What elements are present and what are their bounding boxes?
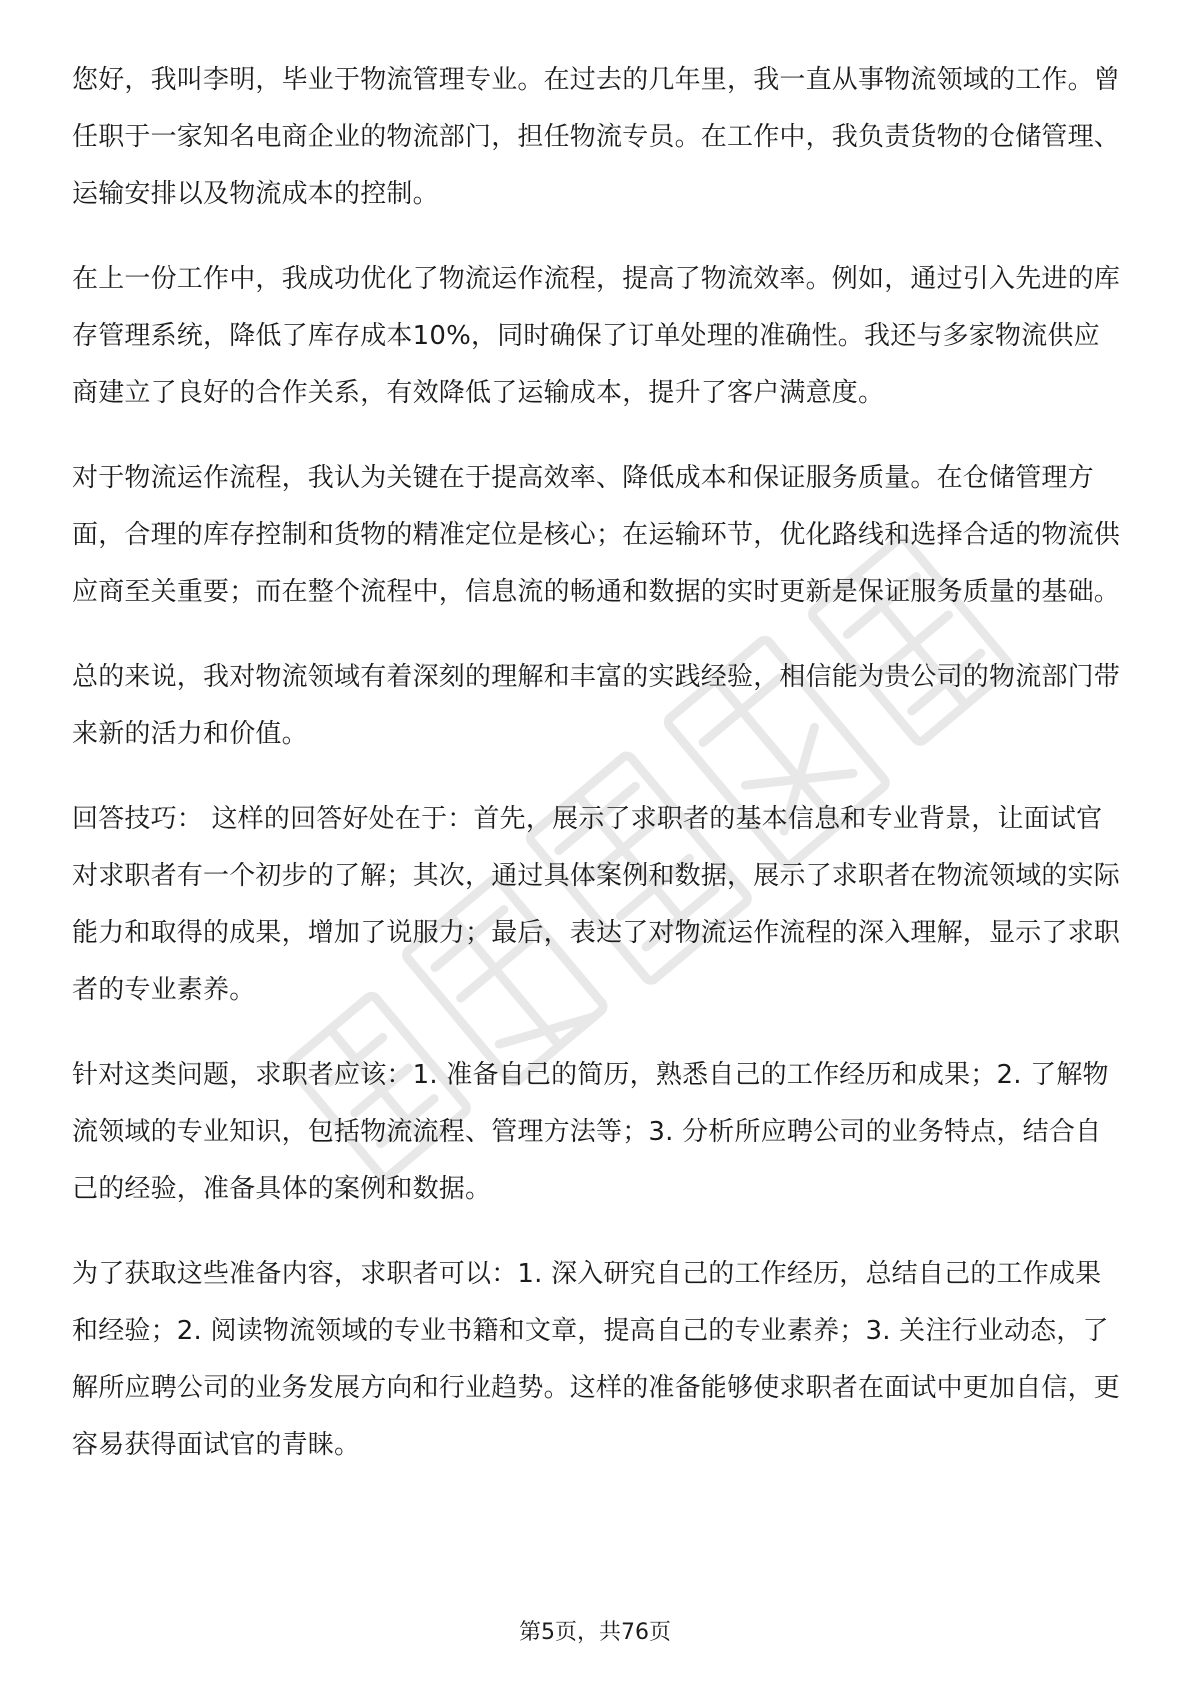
document-body (72, 52, 1122, 1502)
paragraph-answer-tips: 回答技巧： 这样的回答好处在于：首先，展示了求职者的基本信息和专业背景，让面试官对求职者有一个初步的了解；其次，通过具体案例和数据，展示了求职者在物流领域的实际能力和取得的成果，增加了说服力；最后，表达了对物流运作流程的深入理解，显示了求职者的专业素养。 (72, 804, 1121, 1005)
paragraph-summary: 总的来说，我对物流领域有着深刻的理解和丰富的实践经验，相信能为贵公司的物流部门带来新的活力和价值。 (72, 662, 1121, 749)
paragraph-achievements: 在上一份工作中，我成功优化了物流运作流程，提高了物流效率。例如，通过引入先进的库存管理系统，降低了库存成本10%，同时确保了订单处理的准确性。我还与多家物流供应商建立了良好的合作关系，有效降低了运输成本，提升了客户满意度。 (72, 264, 1121, 408)
paragraph-preparation: 针对这类问题，求职者应该：1. 准备自己的简历，熟悉自己的工作经历和成果；2. 了解物流领域的专业知识，包括物流流程、管理方法等；3. 分析所应聘公司的业务特点，结合自己的经验，准备具体的案例和数据。 (72, 1060, 1109, 1204)
paragraph-process-view: 对于物流运作流程，我认为关键在于提高效率、降低成本和保证服务质量。在仓储管理方面，合理的库存控制和货物的精准定位是核心；在运输环节，优化路线和选择合适的物流供应商至关重要；而在整个流程中，信息流的畅通和数据的实时更新是保证服务质量的基础。 (72, 463, 1121, 607)
paragraph-intro: 您好，我叫李明，毕业于物流管理专业。在过去的几年里，我一直从事物流领域的工作。曾任职于一家知名电商企业的物流部门，担任物流专员。在工作中，我负责货物的仓储管理、运输安排以及物流成本的控制。 (72, 65, 1121, 209)
paragraph-resources: 为了获取这些准备内容，求职者可以：1. 深入研究自己的工作经历，总结自己的工作成果和经验；2. 阅读物流领域的专业书籍和文章，提高自己的专业素养；3. 关注行业动态，了解所应聘公司的业务发展方向和行业趋势。这样的准备能够使求职者在面试中更加自信，更容易获得面试官的青睐。 (72, 1259, 1121, 1460)
page-number: 第5页，共76页 (519, 1620, 671, 1645)
